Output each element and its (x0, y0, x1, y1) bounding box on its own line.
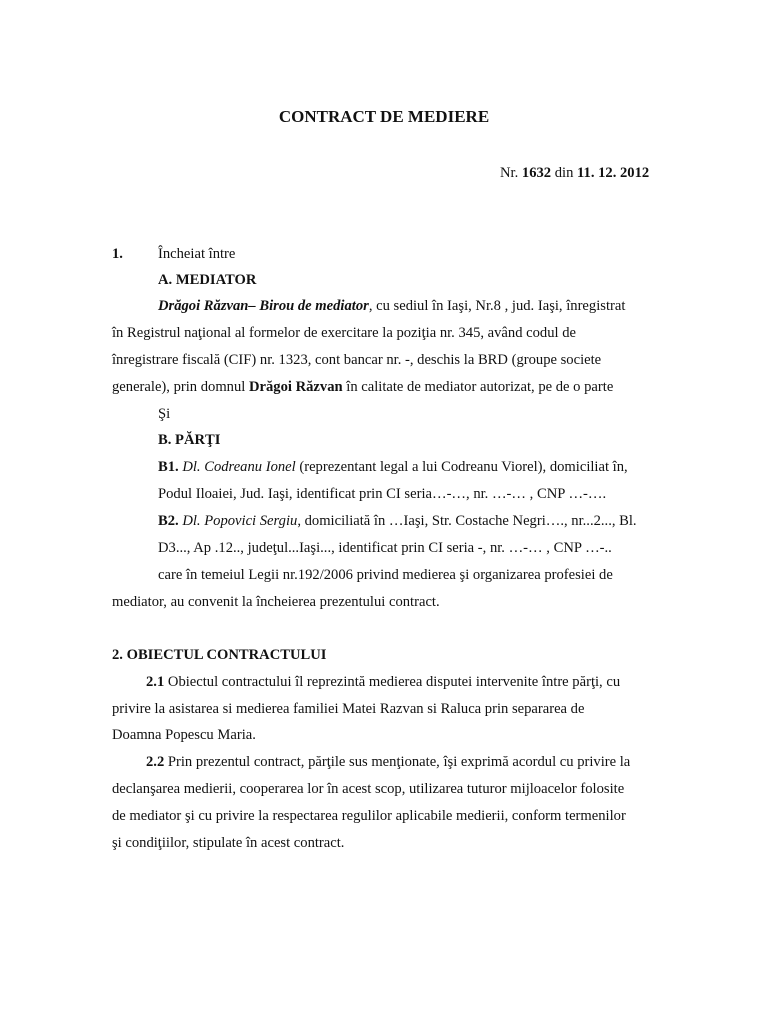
party-b1-line-1 (158, 458, 628, 476)
mediator-line-2: în Registrul naţional al formelor de exercitare la poziţia nr. 345, având codul de (112, 325, 576, 341)
clause-2-1-label: 2.1 (146, 674, 165, 690)
party-b1-line-2: Podul Iloaiei, Jud. Iaşi, identificat prin CI seria…-…, nr. …-… , CNP …-…. (158, 486, 607, 502)
mediator-text-1: , cu sediul în Iaşi, Nr.8 , jud. Iaşi, înregistrat (368, 298, 626, 314)
contract-number-line (500, 164, 649, 182)
clause-2-2-line-1 (146, 753, 630, 771)
contract-number: 1632 (521, 165, 552, 181)
mediator-text-4a: generale), prin domnul (112, 379, 249, 395)
clause-2-1-line-3: Doamna Popescu Maria. (112, 727, 256, 743)
legal-basis-line-1: care în temeiul Legii nr.192/2006 privind medierea şi organizarea profesiei de (158, 567, 613, 583)
party-b1-text-1: (reprezentant legal a lui Codreanu Viorel), domiciliat în, (295, 459, 628, 475)
clause-2-1-line-2: privire la asistarea si medierea familiei Matei Razvan si Raluca prin separarea de (112, 701, 585, 717)
mediator-line-3: înregistrare fiscală (CIF) nr. 1323, cont bancar nr. -, deschis la BRD (groupe societe (112, 352, 602, 368)
mediator-name: Drăgoi Răzvan– Birou de mediator (158, 298, 369, 314)
clause-2-2-line-2: declanşarea medierii, cooperarea lor în acest scop, utilizarea tuturor mijloacelor folosite (112, 781, 625, 797)
clause-2-2-line-4: şi condiţiilor, stipulate în acest contract. (112, 835, 345, 851)
mediator-line-4 (112, 378, 613, 396)
party-b2-line-1 (158, 512, 637, 530)
clause-2-2-text-1: Prin prezentul contract, părţile sus menţionate, îşi exprimă acordul cu privire la (164, 754, 631, 770)
section-1-heading: Încheiat între (158, 246, 236, 262)
party-b2-name: Dl. Popovici Sergiu (178, 513, 298, 529)
clause-2-2-line-3: de mediator şi cu privire la respectarea regulilor aplicabile medierii, conform termenilor (112, 808, 626, 824)
mediator-text-4b: în calitate de mediator autorizat, pe de o parte (342, 379, 614, 395)
party-b2-line-2: D3..., Ap .12.., judeţul...Iaşi..., identificat prin CI seria -, nr. …-… , CNP …-.. (158, 540, 612, 556)
contract-date: 11. 12. 2012 (577, 165, 650, 181)
party-b2-label: B2. (158, 513, 179, 529)
section-2-heading: 2. OBIECTUL CONTRACTULUI (112, 647, 327, 663)
si-conjunction: Şi (158, 406, 171, 422)
nr-label: Nr. (500, 165, 522, 181)
section-1-number: 1. (112, 246, 123, 262)
din-label: din (551, 165, 578, 181)
clause-2-1-line-1 (146, 673, 620, 691)
clause-2-2-label: 2.2 (146, 754, 165, 770)
mediator-heading: A. MEDIATOR (158, 272, 257, 288)
legal-basis-line-2: mediator, au convenit la încheierea prezentului contract. (112, 594, 440, 610)
party-b1-name: Dl. Codreanu Ionel (178, 459, 296, 475)
party-b2-text-1: , domiciliată în …Iaşi, Str. Costache Negri…., nr...2..., Bl. (297, 513, 637, 529)
mediator-line-1 (158, 297, 625, 315)
parti-heading: B. PĂRŢI (158, 432, 221, 448)
document-title: CONTRACT DE MEDIERE (278, 107, 490, 126)
mediator-signatory: Drăgoi Răzvan (248, 379, 343, 395)
party-b1-label: B1. (158, 459, 179, 475)
clause-2-1-text-1: Obiectul contractului îl reprezintă medierea disputei intervenite între părţi, cu (164, 674, 621, 690)
